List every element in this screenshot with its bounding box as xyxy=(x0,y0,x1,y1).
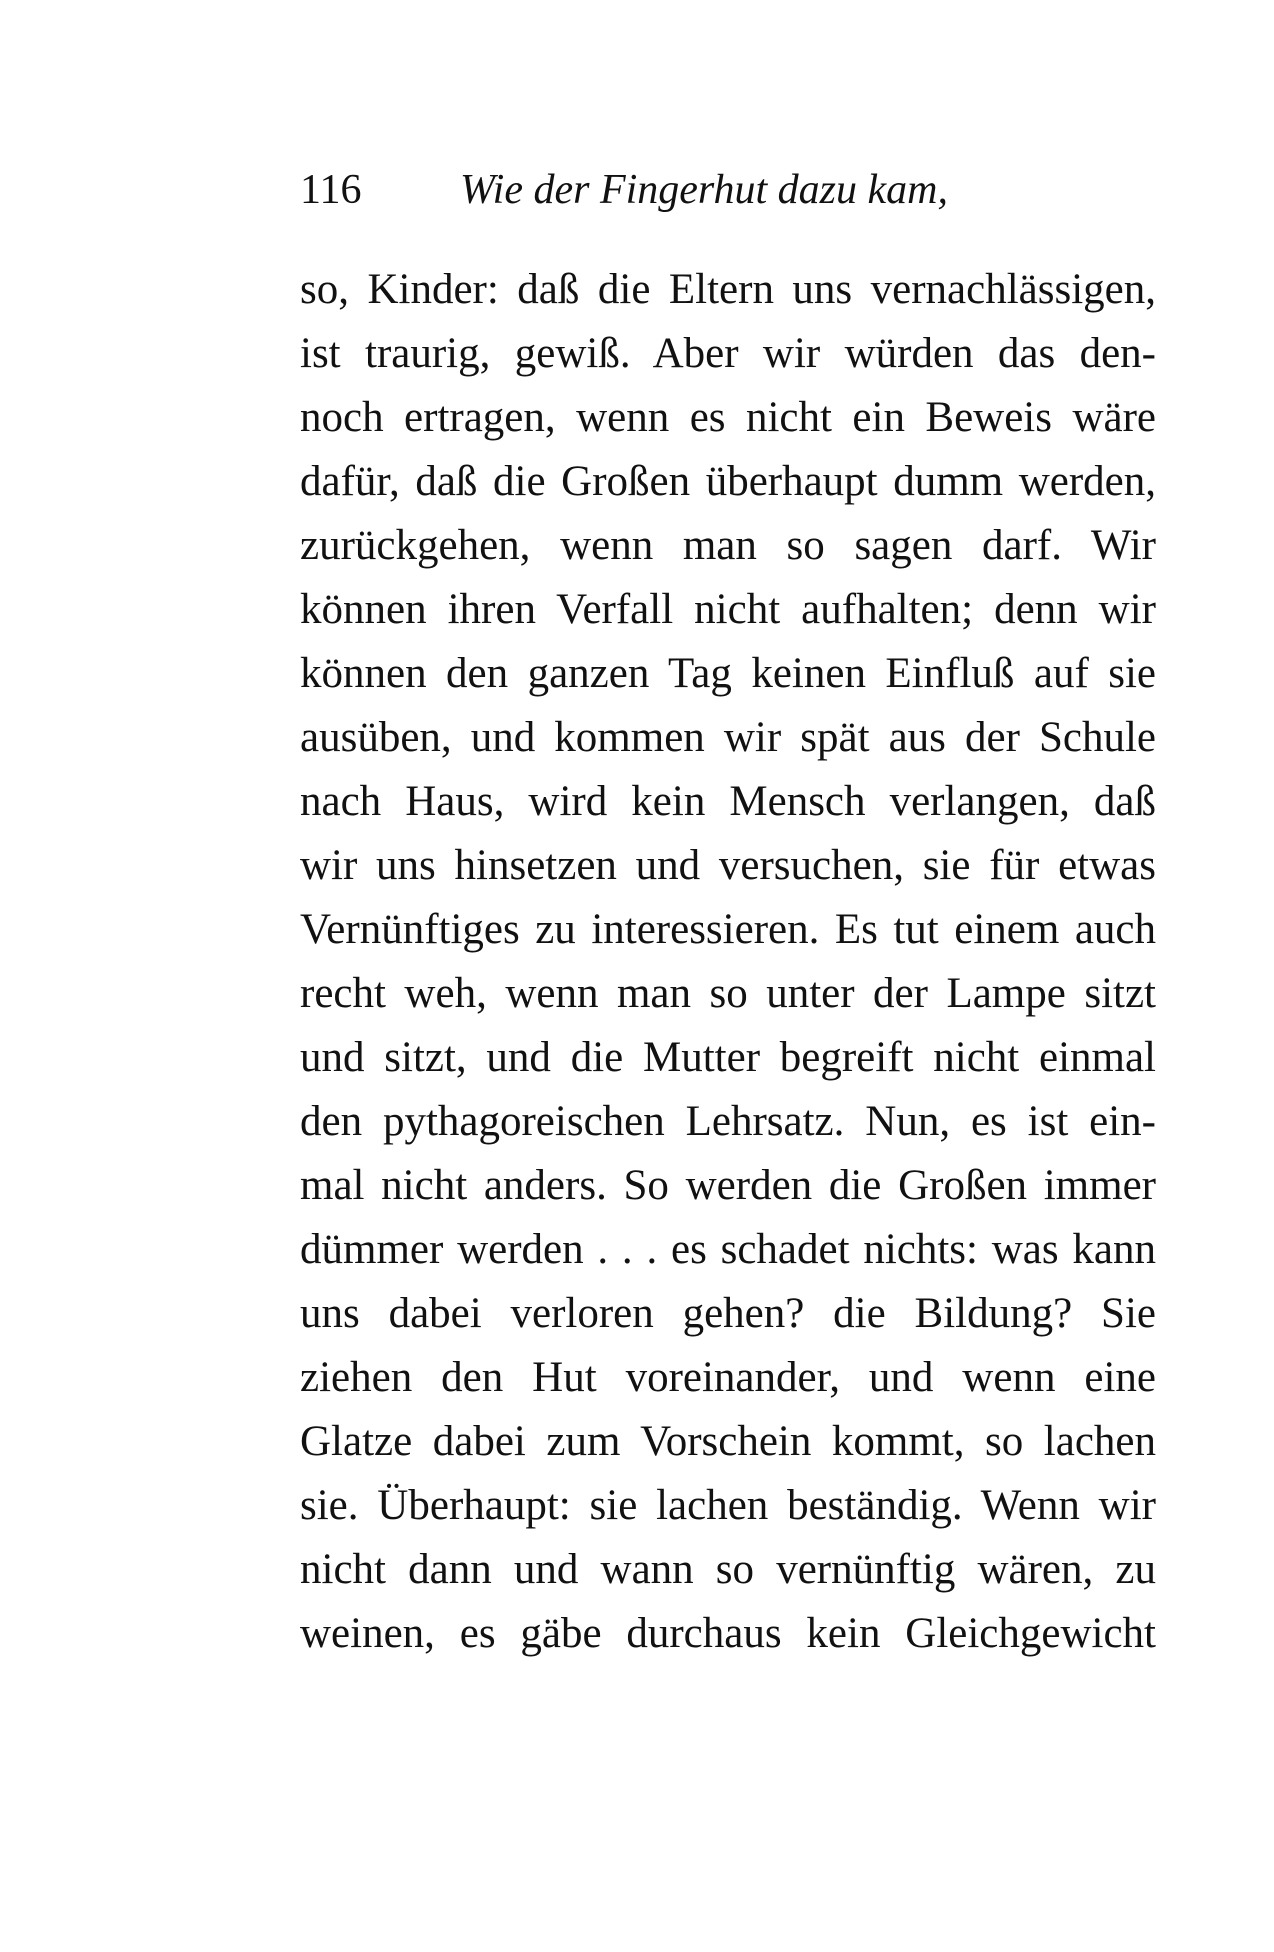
text-line-1: so, Kinder: daß die Eltern uns vernachlässigen, xyxy=(300,266,1156,313)
text-line-4: dafür, daß die Großen überhaupt dumm werden, xyxy=(300,458,1156,505)
text-line-21: nicht dann und wann so vernünftig wären, zu xyxy=(300,1546,1156,1593)
text-line-22: weinen, es gäbe durchaus kein Gleichgewicht xyxy=(300,1610,1156,1657)
page-number: 116 xyxy=(300,167,362,213)
text-line-7: können den ganzen Tag keinen Einfluß auf sie xyxy=(300,650,1156,697)
text-line-12: recht weh, wenn man so unter der Lampe sitzt xyxy=(300,970,1156,1017)
text-line-2: ist traurig, gewiß. Aber wir würden das den- xyxy=(300,330,1156,377)
text-line-3: noch ertragen, wenn es nicht ein Beweis wäre xyxy=(300,394,1156,441)
text-line-15: mal nicht anders. So werden die Großen immer xyxy=(300,1162,1156,1209)
running-title: Wie der Fingerhut dazu kam, xyxy=(460,167,949,213)
page-header xyxy=(300,160,1160,220)
text-line-11: Vernünftiges zu interessieren. Es tut einem auch xyxy=(300,906,1156,953)
text-line-8: ausüben, und kommen wir spät aus der Schule xyxy=(300,714,1156,761)
text-line-14: den pythagoreischen Lehrsatz. Nun, es ist ein- xyxy=(300,1098,1156,1145)
text-line-13: und sitzt, und die Mutter begreift nicht einmal xyxy=(300,1034,1156,1081)
text-line-5: zurückgehen, wenn man so sagen darf. Wir xyxy=(300,522,1156,569)
text-line-6: können ihren Verfall nicht aufhalten; denn wir xyxy=(300,586,1156,633)
body-text xyxy=(300,258,1156,1666)
text-line-19: Glatze dabei zum Vorschein kommt, so lachen xyxy=(300,1418,1156,1465)
text-line-17: uns dabei verloren gehen? die Bildung? Sie xyxy=(300,1290,1156,1337)
text-line-16: dümmer werden . . . es schadet nichts: was kann xyxy=(300,1226,1156,1273)
text-line-10: wir uns hinsetzen und versuchen, sie für etwas xyxy=(300,842,1156,889)
text-line-9: nach Haus, wird kein Mensch verlangen, daß xyxy=(300,778,1156,825)
text-line-20: sie. Überhaupt: sie lachen beständig. Wenn wir xyxy=(300,1482,1156,1529)
text-line-18: ziehen den Hut voreinander, und wenn eine xyxy=(300,1354,1156,1401)
